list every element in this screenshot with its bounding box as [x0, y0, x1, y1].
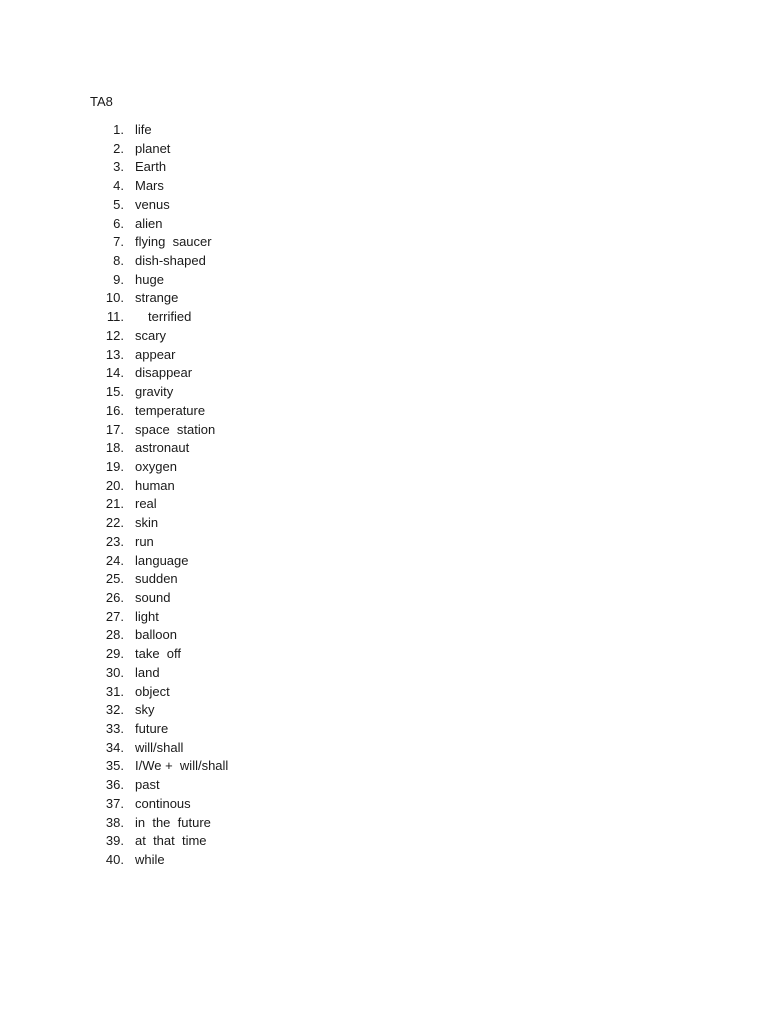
- item-number: 24.: [105, 552, 124, 568]
- item-word: life: [135, 122, 152, 137]
- item-word: skin: [135, 515, 159, 531]
- item-number: 11.: [106, 309, 124, 325]
- item-number: 39.: [105, 833, 124, 849]
- item-number: 40.: [105, 852, 124, 868]
- item-word: language: [135, 552, 189, 568]
- item-word: space station: [135, 421, 216, 437]
- item-word: appear: [135, 346, 176, 362]
- item-word: balloon: [135, 627, 177, 643]
- item-number: 10.: [105, 290, 124, 306]
- item-word: Mars: [135, 178, 164, 194]
- item-number: 15.: [105, 384, 124, 400]
- item-number: 18.: [105, 440, 124, 456]
- item-word: in the future: [135, 814, 211, 830]
- item-number: 1.: [113, 122, 124, 137]
- item-number: 29.: [105, 646, 124, 662]
- item-number: 38.: [105, 814, 124, 830]
- item-number: 30.: [105, 664, 124, 680]
- item-word: flying saucer: [135, 234, 212, 250]
- item-word: while: [135, 852, 165, 868]
- item-number: 8.: [113, 253, 124, 269]
- item-number: 13.: [105, 346, 124, 362]
- item-word: gravity: [135, 384, 174, 400]
- item-word: object: [135, 683, 170, 699]
- item-word: continous: [135, 795, 191, 811]
- item-number: 2.: [113, 140, 124, 156]
- item-number: 21.: [105, 496, 124, 512]
- item-word: I/We + will/shall: [135, 758, 229, 774]
- item-number: 16.: [105, 402, 124, 418]
- item-number: 5.: [113, 196, 124, 212]
- item-word: terrified: [148, 309, 192, 325]
- item-word: human: [135, 477, 175, 493]
- item-word: venus: [135, 196, 170, 212]
- item-number: 20.: [105, 477, 124, 493]
- item-word: future: [135, 721, 169, 736]
- item-number: 35.: [105, 758, 124, 774]
- item-number: 7.: [113, 234, 124, 250]
- item-number: 12.: [105, 327, 124, 343]
- item-word: scary: [135, 327, 167, 343]
- item-number: 25.: [105, 571, 124, 587]
- item-number: 23.: [105, 533, 124, 549]
- item-word: planet: [135, 140, 171, 156]
- item-word: run: [135, 533, 154, 549]
- item-number: 9.: [113, 271, 124, 287]
- item-number: 33.: [105, 721, 124, 736]
- item-word: huge: [135, 271, 164, 287]
- item-word: astronaut: [135, 440, 190, 456]
- item-word: disappear: [135, 365, 193, 381]
- item-word: oxygen: [135, 458, 177, 474]
- item-number: 37.: [105, 795, 124, 811]
- item-number: 26.: [105, 589, 124, 605]
- item-word: light: [135, 608, 159, 624]
- item-number: 19.: [105, 458, 124, 474]
- item-number: 3.: [113, 159, 124, 175]
- item-number: 4.: [113, 178, 124, 194]
- item-number: 31.: [105, 683, 124, 699]
- item-word: dish-shaped: [135, 253, 206, 269]
- item-word: strange: [135, 290, 179, 306]
- item-word: will/shall: [135, 739, 184, 755]
- item-number: 14.: [105, 365, 124, 381]
- item-word: temperature: [135, 402, 206, 418]
- item-word: sudden: [135, 571, 178, 587]
- item-word: sky: [135, 702, 155, 718]
- item-word: land: [135, 664, 160, 680]
- item-word: take off: [135, 646, 182, 662]
- item-number: 34.: [105, 739, 124, 755]
- item-number: 36.: [105, 777, 124, 793]
- item-number: 27.: [105, 608, 124, 624]
- item-word: Earth: [135, 159, 167, 175]
- item-number: 17.: [105, 421, 124, 437]
- document-title: TA8: [90, 94, 113, 109]
- item-word: past: [135, 777, 160, 793]
- item-word: at that time: [135, 833, 207, 849]
- item-number: 32.: [105, 702, 124, 718]
- item-word: real: [135, 496, 157, 512]
- item-word: alien: [135, 215, 163, 231]
- item-number: 6.: [113, 215, 124, 231]
- item-word: sound: [135, 589, 171, 605]
- item-number: 22.: [105, 515, 124, 531]
- item-number: 28.: [105, 627, 124, 643]
